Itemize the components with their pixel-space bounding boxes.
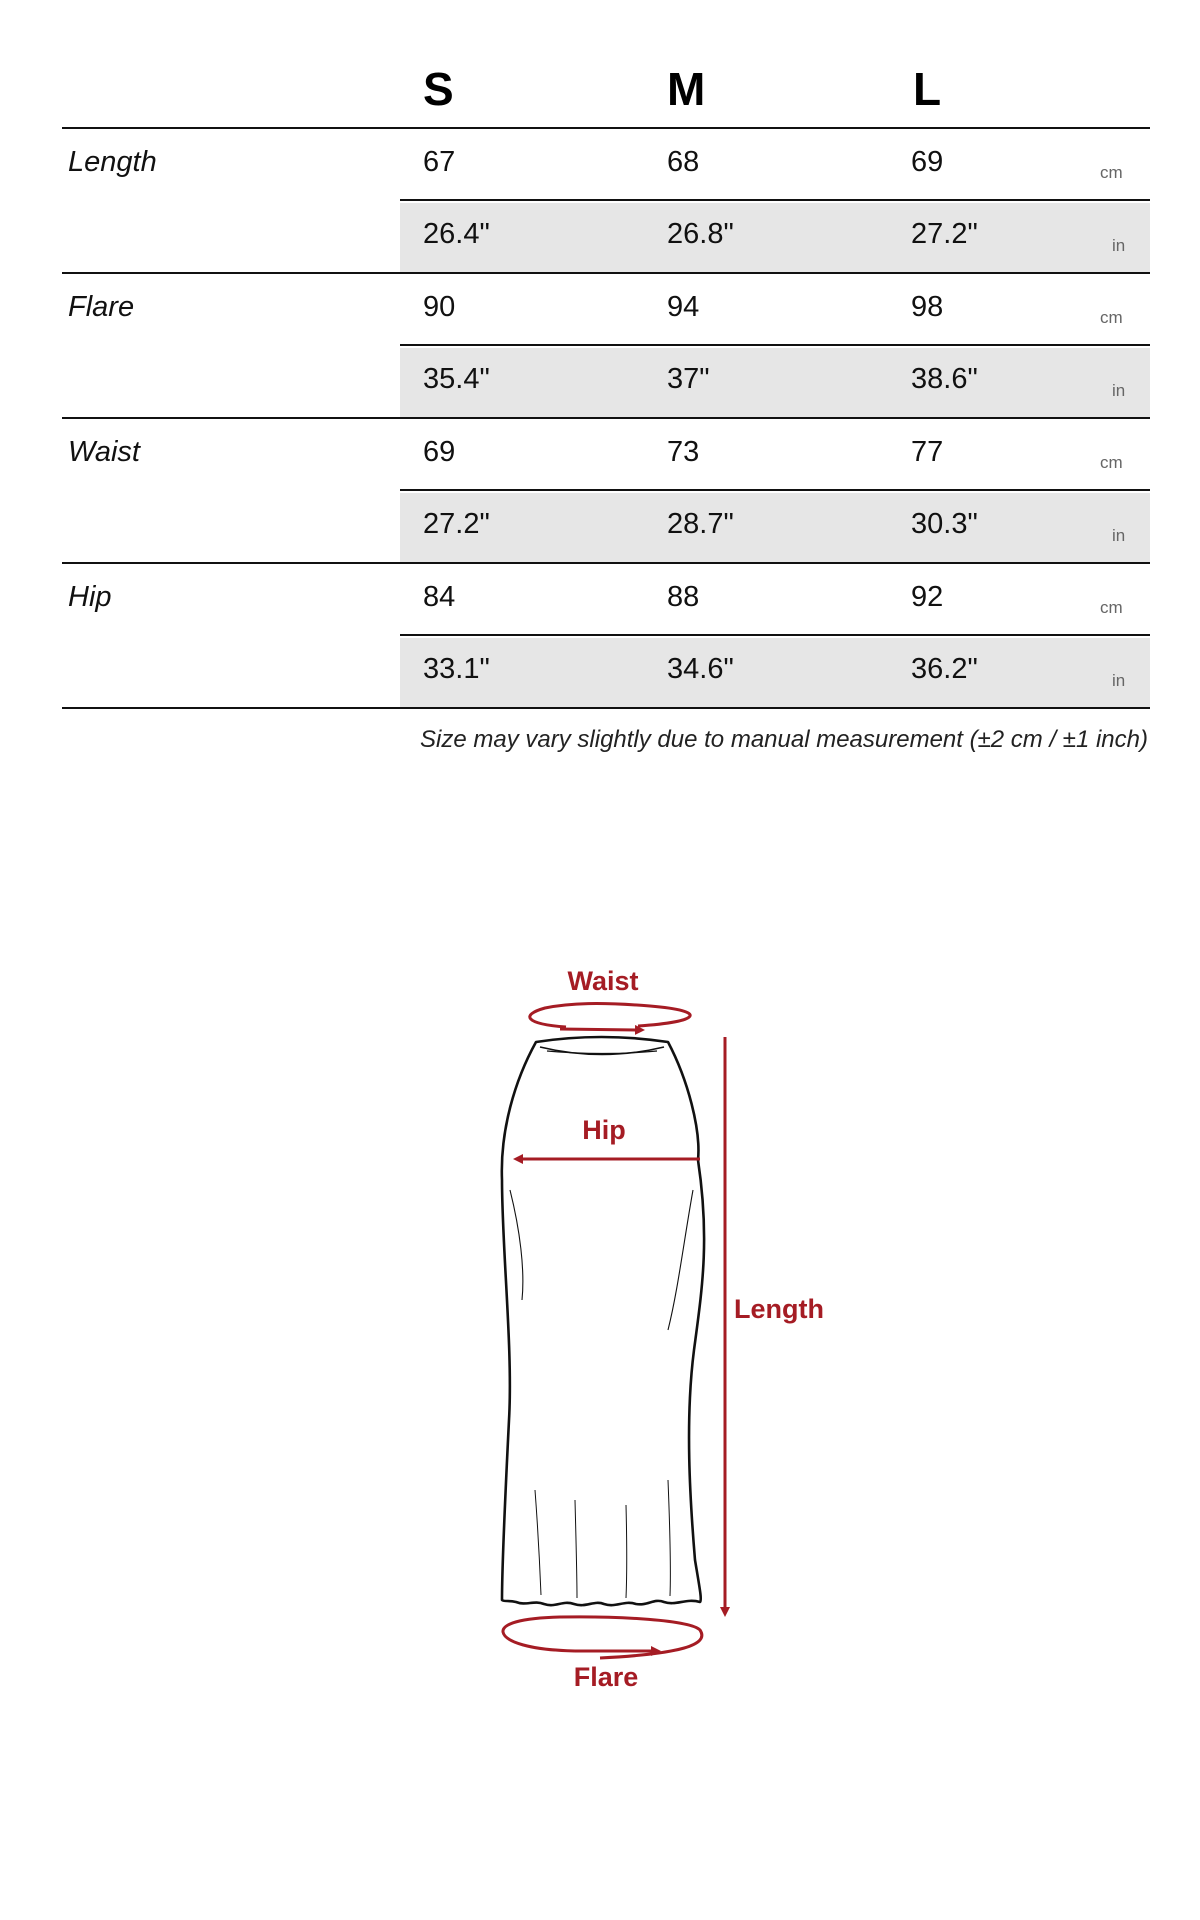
cell-flare-s-cm: 90 [423, 291, 456, 323]
unit-in: in [1112, 526, 1126, 545]
cell-hip-m-in: 34.6" [667, 653, 734, 685]
size-header-m: M [667, 63, 706, 115]
cell-waist-s-in: 27.2" [423, 508, 490, 540]
flare-label: Flare [573, 1662, 639, 1692]
unit-cm: cm [1100, 163, 1123, 182]
cell-length-l-cm: 69 [911, 146, 944, 178]
unit-cm: cm [1100, 308, 1123, 327]
cell-hip-l-in: 36.2" [911, 653, 978, 685]
waist-arrow-icon [530, 1004, 690, 1030]
cell-length-m-in: 26.8" [667, 218, 734, 250]
cell-hip-l-cm: 92 [911, 581, 944, 613]
row-label-length: Length [68, 146, 157, 178]
cell-length-s-cm: 67 [423, 146, 456, 178]
cell-flare-s-in: 35.4" [423, 363, 490, 395]
cell-waist-l-in: 30.3" [911, 508, 978, 540]
cell-hip-m-cm: 88 [667, 581, 700, 613]
cell-length-s-in: 26.4" [423, 218, 490, 250]
row-label-flare: Flare [68, 291, 135, 323]
flare-arrow-icon [503, 1617, 702, 1658]
hip-label: Hip [582, 1115, 626, 1145]
unit-in: in [1112, 381, 1126, 400]
cell-flare-m-cm: 94 [667, 291, 700, 323]
cell-hip-s-in: 33.1" [423, 653, 490, 685]
cell-flare-m-in: 37" [667, 363, 710, 395]
length-label: Length [734, 1294, 824, 1324]
cell-waist-l-cm: 77 [911, 436, 944, 468]
waist-label: Waist [567, 966, 639, 996]
unit-in: in [1112, 671, 1126, 690]
unit-cm: cm [1100, 598, 1123, 617]
cell-length-l-in: 27.2" [911, 218, 978, 250]
row-label-hip: Hip [68, 581, 112, 613]
cell-waist-m-cm: 73 [667, 436, 700, 468]
cell-flare-l-in: 38.6" [911, 363, 978, 395]
cell-waist-m-in: 28.7" [667, 508, 734, 540]
cell-waist-s-cm: 69 [423, 436, 456, 468]
size-header-s: S [423, 63, 454, 115]
unit-cm: cm [1100, 453, 1123, 472]
measurement-note: Size may vary slightly due to manual measurement (±2 cm / ±1 inch) [420, 726, 1148, 753]
size-header-l: L [913, 63, 942, 115]
unit-in: in [1112, 236, 1126, 255]
cell-hip-s-cm: 84 [423, 581, 456, 613]
row-label-waist: Waist [68, 436, 140, 468]
cell-flare-l-cm: 98 [911, 291, 944, 323]
cell-length-m-cm: 68 [667, 146, 700, 178]
